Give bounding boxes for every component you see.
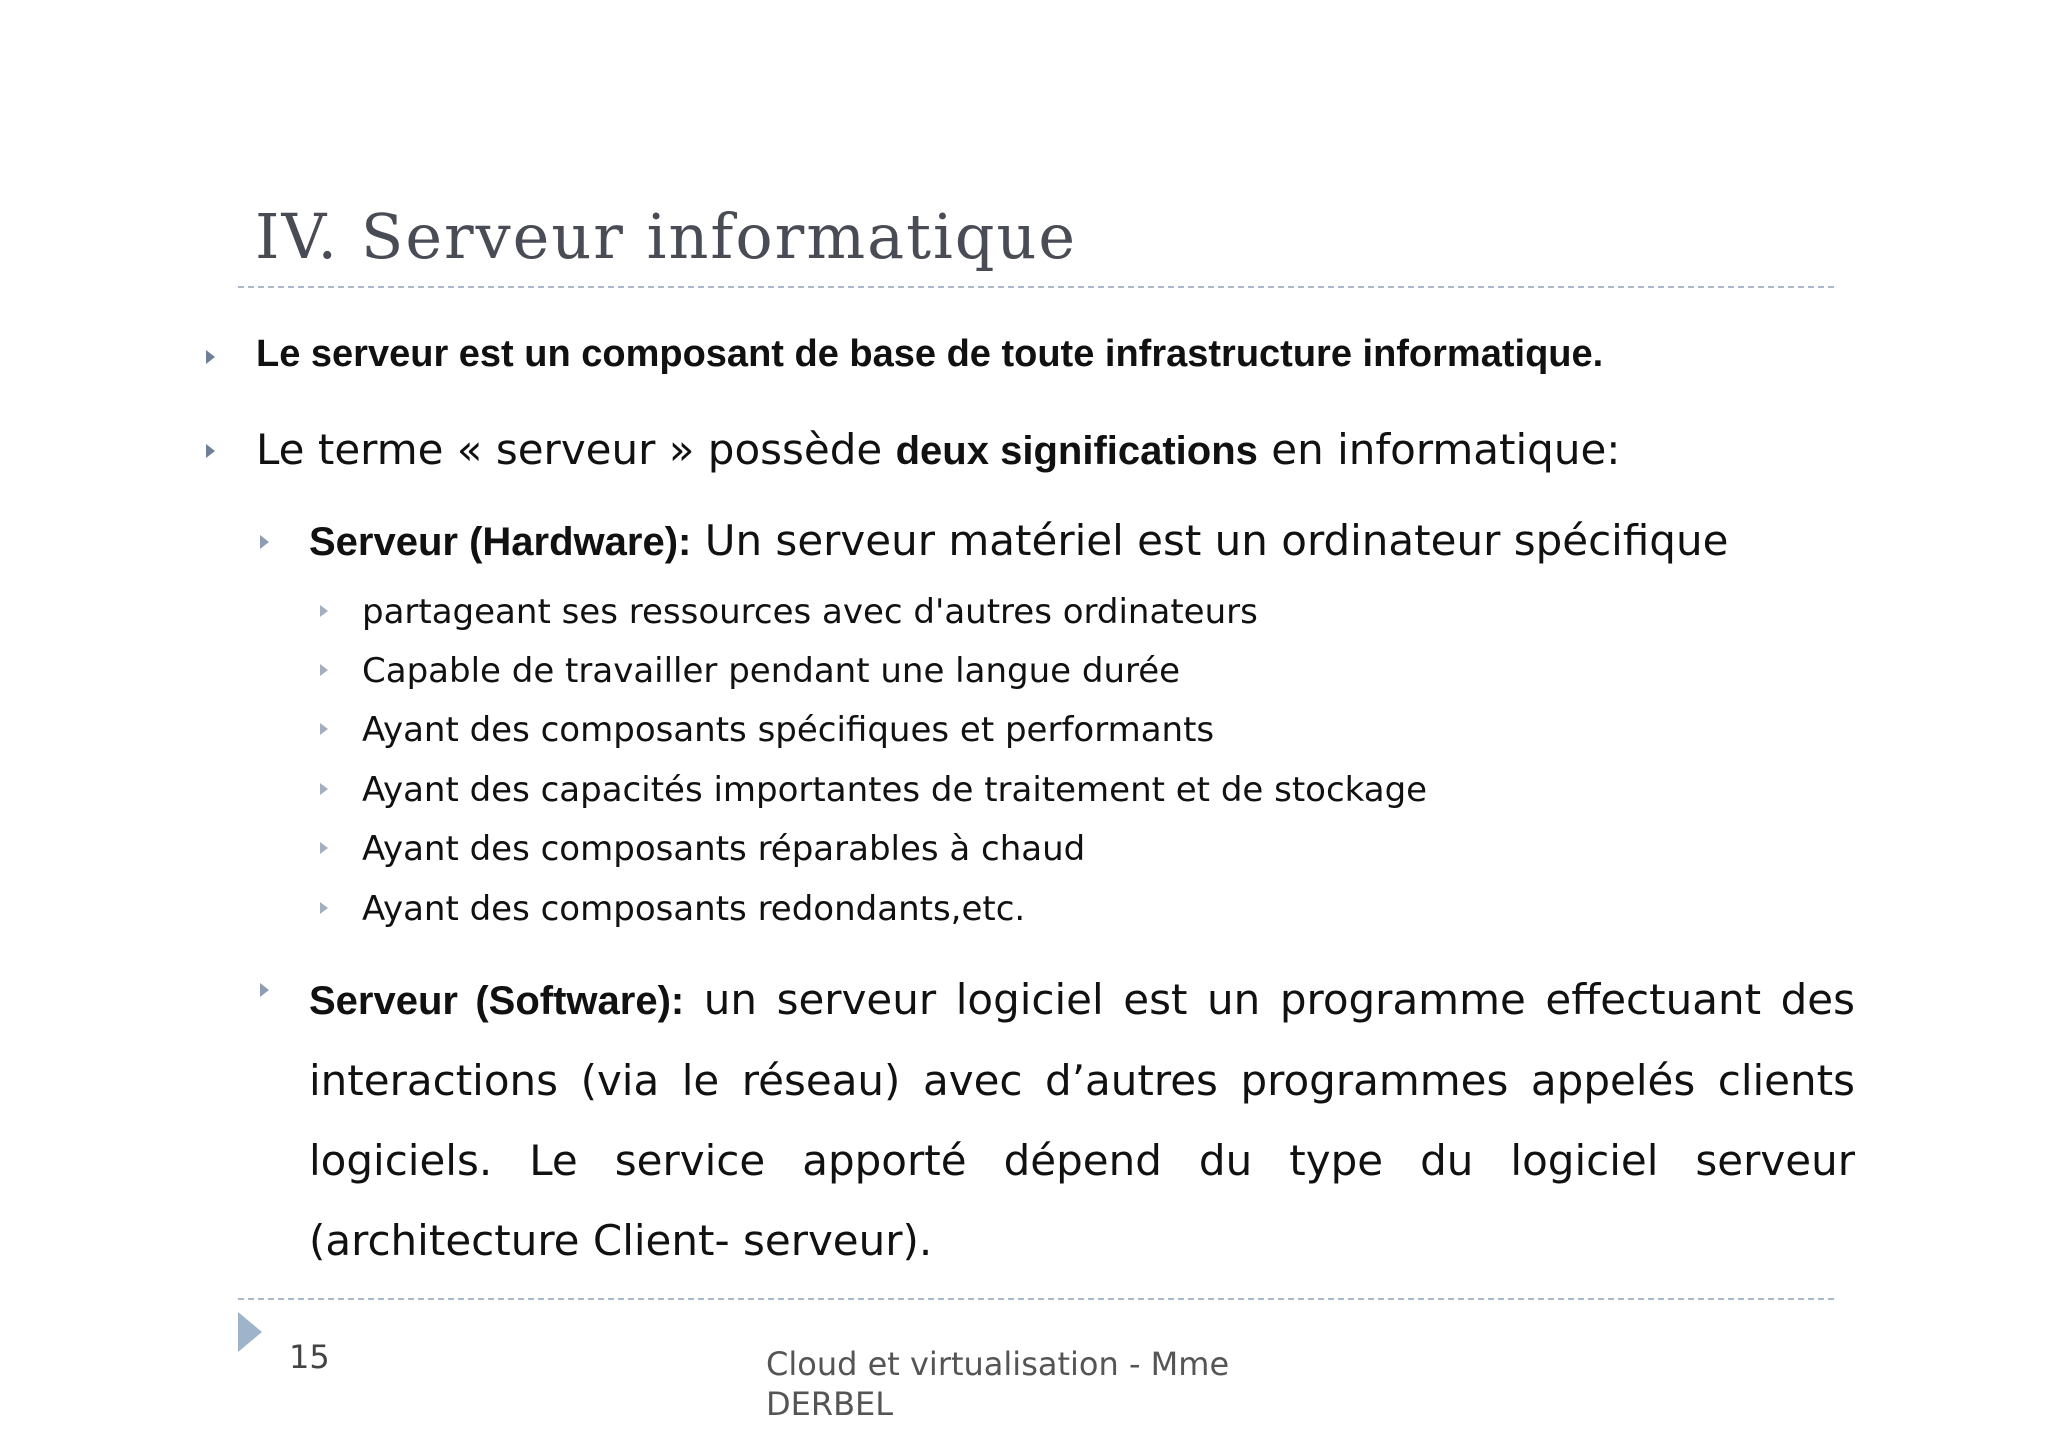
hardware-item: Ayant des capacités importantes de traitement et de stockage [362, 770, 1428, 810]
bullet-arrow-icon [260, 535, 269, 549]
hardware-item: Ayant des composants redondants,etc. [362, 889, 1026, 929]
hardware-label: Serveur (Hardware): [309, 520, 692, 564]
hardware-item: Capable de travailler pendant une langue durée [362, 651, 1181, 691]
two-meanings-bold: deux significations [895, 429, 1258, 473]
page-number: 15 [289, 1338, 330, 1376]
bullet-arrow-icon [206, 350, 215, 364]
sub-bullet-arrow-icon [320, 664, 328, 676]
bullet-arrow-icon [260, 983, 269, 997]
sub-bullet-arrow-icon [320, 605, 328, 617]
bullet-two-meanings [256, 425, 1620, 474]
sub-bullet-arrow-icon [320, 902, 328, 914]
title-divider [238, 286, 1834, 288]
sub-bullet-arrow-icon [320, 723, 328, 735]
sub-bullet-arrow-icon [320, 842, 328, 854]
software-label: Serveur (Software): [309, 979, 685, 1023]
hardware-heading [309, 516, 1728, 565]
hardware-text: Un serveur matériel est un ordinateur spécifique [691, 516, 1729, 565]
footer-divider [238, 1298, 1834, 1300]
bullet-server-definition: Le serveur est un composant de base de toute infrastructure informatique. [256, 333, 1604, 375]
footer-course-title: Cloud et virtualisation - Mme DERBEL [766, 1345, 1230, 1423]
slide-title: IV. Serveur informatique [255, 200, 1078, 273]
software-text: un serveur logiciel est un programme effectuant des interactions (via le réseau) avec d’autres programmes appelés clients logiciels. Le service apporté dépend du type du logiciel serveur (architecture Client- serveur). [309, 975, 1855, 1265]
hardware-item: partageant ses ressources avec d'autres ordinateurs [362, 592, 1258, 632]
footer-arrow-icon [238, 1312, 262, 1352]
hardware-item: Ayant des composants réparables à chaud [362, 829, 1086, 869]
bullet-arrow-icon [206, 444, 215, 458]
two-meanings-prefix: Le terme « serveur » possède [256, 425, 896, 474]
hardware-item: Ayant des composants spécifiques et performants [362, 710, 1215, 750]
sub-bullet-arrow-icon [320, 783, 328, 795]
two-meanings-suffix: en informatique: [1257, 425, 1621, 474]
software-paragraph [309, 960, 1855, 1281]
